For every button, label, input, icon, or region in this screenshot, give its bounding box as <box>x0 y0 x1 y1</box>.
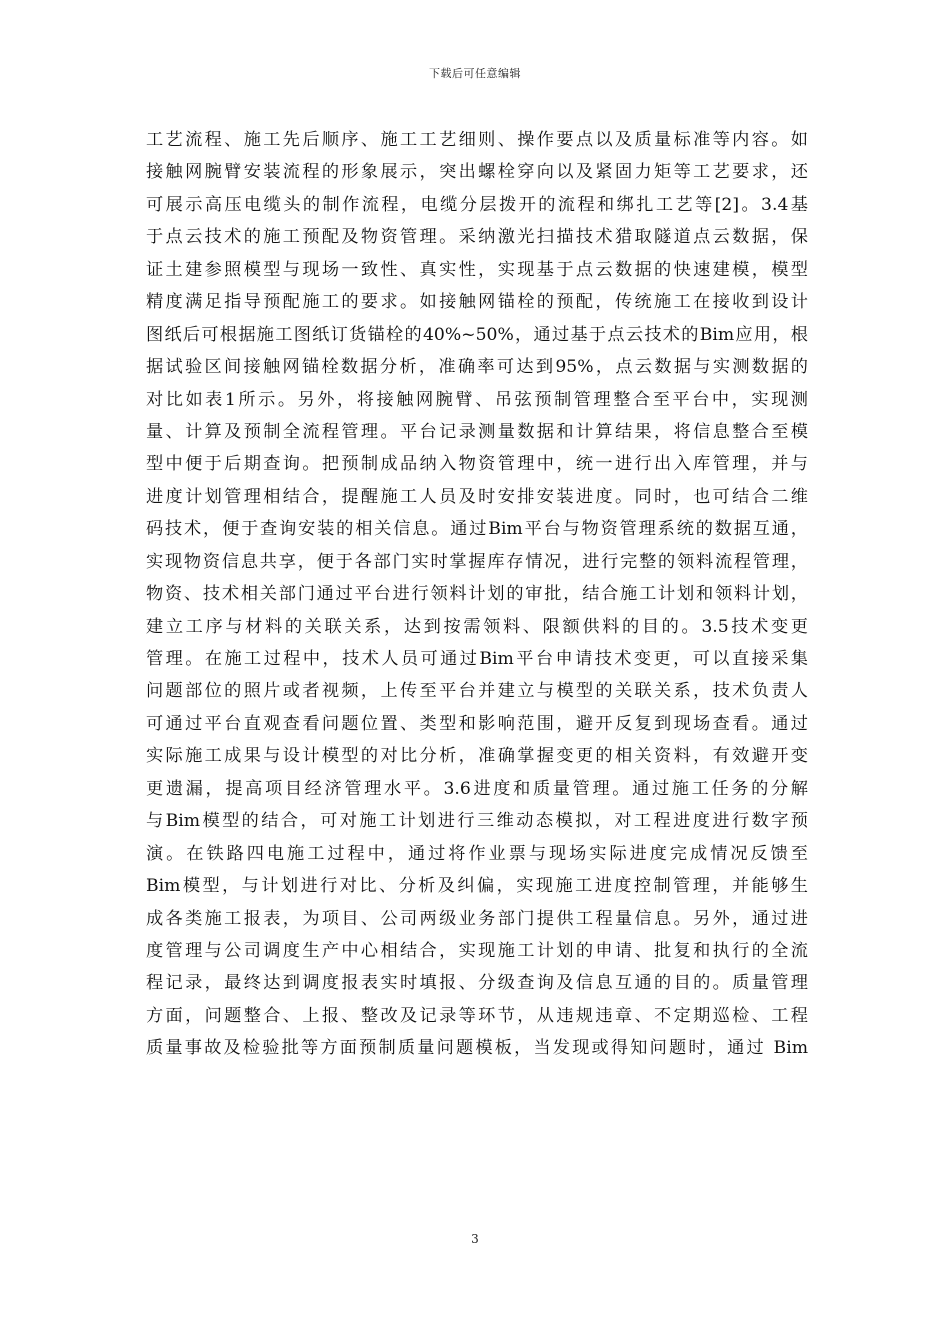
page-number: 3 <box>471 1232 479 1246</box>
text-line: 码技术，便于查询安装的相关信息。通过Bim平台与物资管理系统的数据互通， <box>146 519 808 540</box>
text-line: 接触网腕臂安装流程的形象展示，突出螺栓穿向以及紧固力矩等工艺要求，还 <box>146 162 808 183</box>
text-line: 程记录，最终达到调度报表实时填报、分级查询及信息互通的目的。质量管理 <box>146 973 808 994</box>
text-line: 精度满足指导预配施工的要求。如接触网锚栓的预配，传统施工在接收到设计 <box>146 292 808 313</box>
text-line: 管理。在施工过程中，技术人员可通过Bim平台申请技术变更，可以直接采集 <box>146 649 808 669</box>
text-line: 实际施工成果与设计模型的对比分析，准确掌握变更的相关资料，有效避开变 <box>146 746 808 767</box>
text-line: 图纸后可根据施工图纸订货锚栓的40%~50%，通过基于点云技术的Bim应用，根 <box>146 324 808 345</box>
text-line: 建立工序与材料的关联关系，达到按需领料、限额供料的目的。3.5技术变更 <box>146 616 808 637</box>
text-line: 可通过平台直观查看问题位置、类型和影响范围，避开反复到现场查看。通过 <box>146 713 808 734</box>
text-line: 更遗漏，提高项目经济管理水平。3.6进度和质量管理。通过施工任务的分解 <box>146 778 808 799</box>
text-line: 度管理与公司调度生产中心相结合，实现施工计划的申请、批复和执行的全流 <box>146 940 808 961</box>
text-line: 于点云技术的施工预配及物资管理。采纳激光扫描技术猎取隧道点云数据，保 <box>146 227 808 248</box>
text-line: 实现物资信息共享，便于各部门实时掌握库存情况，进行完整的领料流程管理， <box>146 551 808 572</box>
text-line: 可展示高压电缆头的制作流程，电缆分层拨开的流程和绑扎工艺等[2]。3.4基 <box>146 194 808 215</box>
body-text <box>146 124 808 1065</box>
text-line: 成各类施工报表，为项目、公司两级业务部门提供工程量信息。另外，通过进 <box>146 908 808 929</box>
text-line: 与Bim模型的结合，可对施工计划进行三维动态模拟，对工程进度进行数字预 <box>146 811 808 832</box>
text-line: 问题部位的照片或者视频，上传至平台并建立与模型的关联关系，技术负责人 <box>146 681 808 702</box>
text-line: 据试验区间接触网锚栓数据分析，准确率可达到95%，点云数据与实测数据的 <box>146 357 808 378</box>
text-line: 演。在铁路四电施工过程中，通过将作业票与现场实际进度完成情况反馈至 <box>146 843 808 864</box>
text-line: 质量事故及检验批等方面预制质量问题模板，当发现或得知问题时，通过 Bim <box>146 1038 808 1059</box>
page-header: 下载后可任意编辑 <box>429 67 521 80</box>
text-line: 物资、技术相关部门通过平台进行领料计划的审批，结合施工计划和领料计划， <box>146 584 808 605</box>
text-line: Bim模型，与计划进行对比、分析及纠偏，实现施工进度控制管理，并能够生 <box>146 876 808 897</box>
text-line: 量、计算及预制全流程管理。平台记录测量数据和计算结果，将信息整合至模 <box>146 421 808 442</box>
text-line: 工艺流程、施工先后顺序、施工工艺细则、操作要点以及质量标准等内容。如 <box>146 130 808 150</box>
text-line: 对比如表1所示。另外，将接触网腕臂、吊弦预制管理整合至平台中，实现测 <box>146 389 808 410</box>
text-line: 进度计划管理相结合，提醒施工人员及时安排安装进度。同时，也可结合二维 <box>146 486 808 507</box>
text-line: 型中便于后期查询。把预制成品纳入物资管理中，统一进行出入库管理，并与 <box>146 454 808 475</box>
text-line: 方面，问题整合、上报、整改及记录等环节，从违规违章、不定期巡检、工程 <box>146 1005 808 1026</box>
text-line: 证土建参照模型与现场一致性、真实性，实现基于点云数据的快速建模，模型 <box>146 259 808 280</box>
